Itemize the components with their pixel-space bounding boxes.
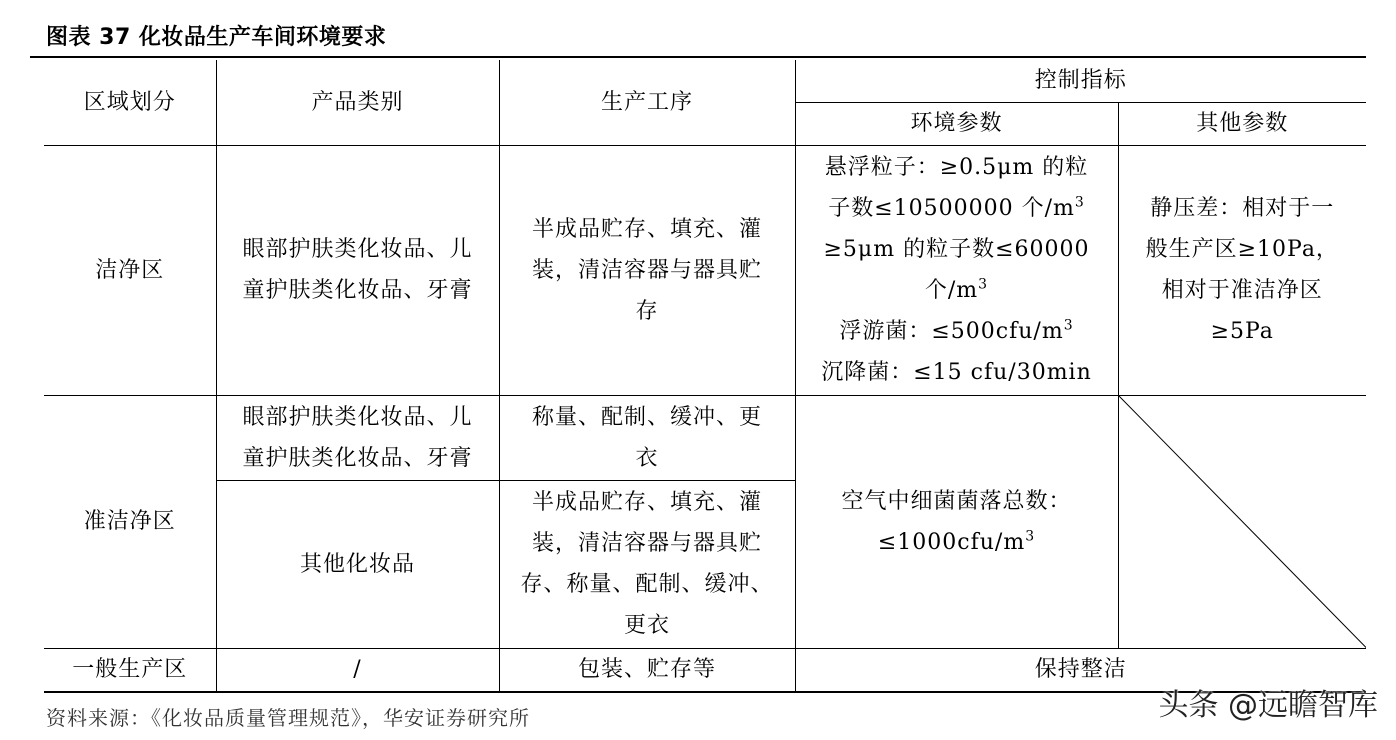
semi-row1-process-line-2: 衣: [635, 445, 659, 471]
general-zone-product: /: [216, 648, 499, 692]
figure-title: 图表 37 化妆品生产车间环境要求: [46, 25, 387, 50]
clean-product-line-1: 眼部护肤类化妆品、儿: [242, 237, 473, 262]
semi-row2-process: [499, 480, 795, 648]
semi-row1-process: [499, 395, 795, 480]
general-zone-control: 保持整洁: [795, 648, 1366, 692]
header-process: 生产工序: [499, 60, 795, 145]
clean-env-line-4-text: 个/m: [924, 278, 979, 303]
clean-env-line-5: [804, 311, 1110, 352]
semi-env-line-2: [804, 522, 1110, 563]
semi-row1-process-line-1: 称量、配制、缓冲、更: [531, 404, 762, 430]
watermark: 头条 @远瞻智库: [1158, 688, 1378, 723]
clean-zone-label: 洁净区: [44, 145, 216, 395]
clean-env-line-2-text: 子数≤10500000 个/m: [828, 196, 1075, 221]
row-clean-zone: [44, 145, 1366, 395]
clean-env-line-3: ≥5μm 的粒子数≤60000: [823, 237, 1090, 262]
general-zone-label: 一般生产区: [44, 648, 216, 692]
semi-row1-product-line-2: 童护肤类化妆品、牙膏: [242, 445, 473, 471]
clean-other-line-4: ≥5Pa: [1210, 319, 1274, 344]
diagonal-slash: [1119, 396, 1367, 648]
semi-env-line-2-text: ≤1000cfu/m: [877, 529, 1026, 555]
clean-env-line-2: [804, 188, 1110, 229]
clean-env-line-1: 悬浮粒子：≥0.5μm 的粒: [824, 155, 1089, 180]
source-note: 资料来源：《化妆品质量管理规范》，华安证券研究所: [46, 706, 530, 730]
clean-env-sup-2: 3: [978, 276, 989, 293]
header-control: 控制指标: [795, 60, 1366, 102]
clean-zone-env: [795, 145, 1118, 395]
clean-process-line-3: 存: [635, 298, 659, 324]
semi-row2-process-line-4: 更衣: [623, 613, 670, 638]
clean-env-sup-3: 3: [1063, 317, 1074, 334]
header-other-params: 其他参数: [1118, 102, 1366, 145]
header-row-1: [44, 60, 1366, 102]
clean-zone-other: [1118, 145, 1366, 395]
row-semi-clean-1: [44, 395, 1366, 480]
clean-env-line-6: 沉降菌：≤15 cfu/30min: [821, 360, 1092, 385]
clean-env-line-5-text: 浮游菌：≤500cfu/m: [839, 319, 1064, 344]
semi-row2-process-line-3: 存、称量、配制、缓冲、: [520, 572, 774, 597]
clean-process-line-1: 半成品贮存、填充、灌: [531, 216, 762, 242]
semi-row2-process-line-1: 半成品贮存、填充、灌: [531, 490, 762, 515]
clean-process-line-2: 装，清洁容器与器具贮: [531, 257, 762, 283]
clean-product-line-2: 童护肤类化妆品、牙膏: [242, 278, 473, 303]
clean-other-line-1: 静压差：相对于一: [1150, 196, 1335, 221]
header-zone: 区域划分: [44, 60, 216, 145]
semi-row1-product: [216, 395, 499, 480]
header-product: 产品类别: [216, 60, 499, 145]
semi-zone-label: 准洁净区: [44, 395, 216, 648]
general-zone-process: 包装、贮存等: [499, 648, 795, 692]
clean-other-line-3: 相对于准洁净区: [1161, 278, 1323, 303]
clean-env-line-4: [804, 270, 1110, 311]
semi-env-sup: 3: [1025, 528, 1036, 545]
semi-row2-product: 其他化妆品: [216, 480, 499, 648]
title-rule: [30, 56, 1366, 58]
clean-zone-process: [499, 145, 795, 395]
semi-zone-other-empty: [1118, 395, 1366, 648]
clean-other-line-2: 般生产区≥10Pa，: [1145, 237, 1339, 262]
semi-row2-process-line-2: 装，清洁容器与器具贮: [531, 531, 762, 556]
clean-zone-product: [216, 145, 499, 395]
semi-zone-env: [795, 395, 1118, 648]
environment-requirements-table: [44, 60, 1366, 693]
semi-row1-product-line-1: 眼部护肤类化妆品、儿: [242, 404, 473, 430]
semi-env-line-1: 空气中细菌菌落总数：: [841, 488, 1072, 514]
clean-env-sup-1: 3: [1074, 194, 1085, 211]
header-env-params: 环境参数: [795, 102, 1118, 145]
